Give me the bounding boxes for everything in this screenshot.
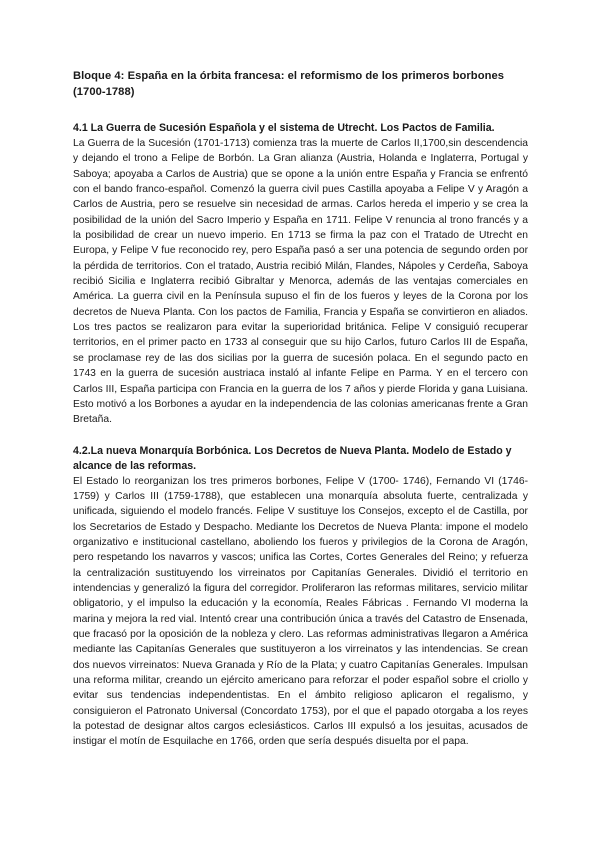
section-4-2 — [73, 444, 528, 750]
section-body: El Estado lo reorganizan los tres primeros borbones, Felipe V (1700- 1746), Fernando VI (1746-1759) y Carlos III (1759-1788), que establecen una monarquía absoluta fuerte, centralizada y unificada, siguiendo el modelo francés. Felipe V sustituye los Consejos, excepto el de Castilla, por los Secretarios de Estado y Despacho. Mediante los Decretos de Nueva Planta: impone el modelo organizativo e institucional castellano, aboliendo los fueros y privilegios de la Corona de Aragón, pero respetando los navarros y vascos; unifica las Cortes, Cortes Generales del Reino; y refuerza la centralización sustituyendo los virreinatos por Capitanías Generales. Dividió el territorio en intendencias y generalizó la figura del corregidor. Proliferaron las reformas militares, servicio militar obligatorio, y el impulso la educación y la economía, Reales Fábricas . Fernando VI moderna la marina y mejora la red vial. Intentó crear una contribución única a través del Catastro de Ensenada, que fracasó por la oposición de la nobleza y clero. Las reformas administrativas llegaron a América mediante las Capitanías Generales que sustituyeron a los virreinatos y las intendencias. Se crean dos nuevos virreinatos: Nueva Granada y Río de la Plata; y cuatro Capitanías Generales. Impulsan una reforma militar, creando un ejército americano para reforzar el poder español sobre el criollo y evitar sus tendencias independentistas. En el ámbito religioso aplicaron el regalismo, y consiguieron el Patronato Universal (Concordato 1753), por el que el papado otorgaba a los reyes la potestad de designar altos cargos eclesiásticos. Carlos III expulsó a los jesuitas, acusados de instigar el motín de Esquilache en 1766, orden que sería después disuelta por el papa. — [73, 475, 528, 748]
section-4-1 — [73, 121, 528, 428]
section-heading: 4.2.La nueva Monarquía Borbónica. Los Decretos de Nueva Planta. Modelo de Estado y alcance de las reformas. — [73, 444, 512, 472]
document-title: Bloque 4: España en la órbita francesa: el reformismo de los primeros borbones (1700-1788) — [73, 70, 505, 98]
section-heading: 4.1 La Guerra de Sucesión Española y el sistema de Utrecht. Los Pactos de Familia. — [73, 122, 495, 134]
section-body: La Guerra de la Sucesión (1701-1713) comienza tras la muerte de Carlos II,1700,sin descendencia y dejando el trono a Felipe de Borbón. La Gran alianza (Austria, Holanda e Inglaterra, Portugal y Saboya; apoyaba a Carlos de Austria) que se opone a la unión entre España y Francia se enfrentó con el bando franco-español. Comenzó la guerra civil pues Castilla apoyaba a Felipe V y Aragón a Carlos de Austria, pero se resuelve sin necesidad de armas. Carlos hereda el imperio y se crea la posibilidad de la unión del Sacro Imperio y España en 1711. Felipe V renuncia al trono francés y a la posibilidad de crear un nuevo imperio. En 1713 se firma la paz con el Tratado de Utrecht en Europa, y Felipe V fue reconocido rey, pero España pasó a ser una potencia de segundo orden por la pérdida de territorios. Con el tratado, Austria recibió Milán, Flandes, Nápoles y Cerdeña, Saboya recibió Sicilia e Inglaterra recibió Gibraltar y Menorca, además de las ventajas comerciales en América. La guerra civil en la Península supuso el fin de los fueros y leyes de la Corona por los decretos de Nueva Planta. Con los pactos de Familia, Francia y España se convirtieron en aliados. Los tres pactos se realizaron para evitar la superioridad británica. Felipe V consiguió recuperar territorios, en el primer pacto en 1733 al conseguir que su hijo Carlos, futuro Carlos III de España, se proclamase rey de las dos sicilias por la guerra de sucesión polaca. En el segundo pacto en 1743 en la guerra de sucesión austriaca instaló al infante Felipe en Parma. Y en el tercero con Carlos III, España participa con Francia en la guerra de los 7 años y pierde Florida y gana Luisiana. Esto motivó a los Borbones a ayudar en la independencia de las colonias americanas frente a Gran Bretaña. — [73, 138, 528, 426]
